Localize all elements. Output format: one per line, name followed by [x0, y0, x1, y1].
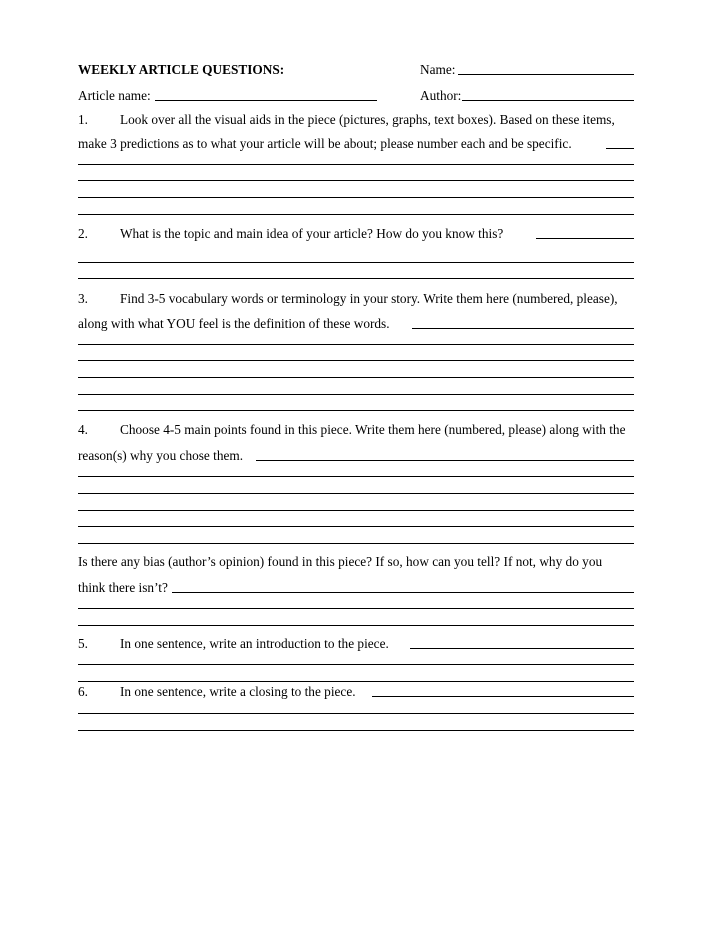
- answer-blank[interactable]: [606, 148, 634, 149]
- question-2-text-1: What is the topic and main idea of your article? How do you know this?: [120, 226, 504, 241]
- article-name-blank[interactable]: [155, 100, 377, 101]
- answer-line[interactable]: [78, 214, 634, 215]
- question-6-line-1: [78, 682, 356, 702]
- question-2-number: 2.: [78, 226, 88, 241]
- author-label: Author:: [420, 88, 462, 103]
- answer-line[interactable]: [78, 493, 634, 494]
- question-1-line-2: [78, 134, 572, 154]
- answer-line[interactable]: [78, 377, 634, 378]
- question-6-text-1: In one sentence, write a closing to the piece.: [120, 684, 356, 699]
- question-5-line-1: [78, 634, 389, 654]
- answer-line[interactable]: [78, 664, 634, 665]
- answer-line[interactable]: [78, 730, 634, 731]
- answer-blank[interactable]: [256, 460, 634, 461]
- question-6-number: 6.: [78, 684, 88, 699]
- name-blank[interactable]: [458, 74, 634, 75]
- question-1-line-1: [78, 110, 615, 130]
- question-3-text-1: Find 3-5 vocabulary words or terminology in your story. Write them here (numbered, please),: [120, 291, 618, 306]
- author-blank[interactable]: [462, 100, 634, 101]
- answer-line[interactable]: [78, 410, 634, 411]
- answer-line[interactable]: [78, 180, 634, 181]
- name-label: Name:: [420, 62, 456, 77]
- question-1-text-2: make 3 predictions as to what your article will be about; please number each and be specific.: [78, 136, 572, 151]
- answer-line[interactable]: [78, 476, 634, 477]
- answer-line[interactable]: [78, 543, 634, 544]
- answer-line[interactable]: [78, 625, 634, 626]
- answer-blank[interactable]: [372, 696, 634, 697]
- question-3-text-2: along with what YOU feel is the definition of these words.: [78, 316, 390, 331]
- bias-question-line-1: [78, 552, 602, 572]
- question-4-number: 4.: [78, 422, 88, 437]
- answer-line[interactable]: [78, 164, 634, 165]
- answer-line[interactable]: [78, 262, 634, 263]
- article-name-label: Article name:: [78, 88, 151, 103]
- answer-line[interactable]: [78, 526, 634, 527]
- answer-line[interactable]: [78, 510, 634, 511]
- answer-blank[interactable]: [172, 592, 634, 593]
- answer-line[interactable]: [78, 360, 634, 361]
- answer-line[interactable]: [78, 713, 634, 714]
- question-4-text-1: Choose 4-5 main points found in this piece. Write them here (numbered, please) along with the: [120, 422, 626, 437]
- question-4-line-2: [78, 446, 243, 466]
- answer-blank[interactable]: [410, 648, 634, 649]
- question-1-number: 1.: [78, 112, 88, 127]
- bias-question-text-2: think there isn’t?: [78, 580, 168, 595]
- bias-question-line-2: [78, 578, 168, 598]
- question-5-text-1: In one sentence, write an introduction to the piece.: [120, 636, 389, 651]
- answer-blank[interactable]: [536, 238, 634, 239]
- answer-line[interactable]: [78, 394, 634, 395]
- question-4-text-2: reason(s) why you chose them.: [78, 448, 244, 463]
- question-5-number: 5.: [78, 636, 88, 651]
- answer-line[interactable]: [78, 608, 634, 609]
- bias-question-text-1: Is there any bias (author’s opinion) found in this piece? If so, how can you tell? If not, why do you: [78, 554, 603, 569]
- answer-blank[interactable]: [412, 328, 634, 329]
- question-3-line-1: [78, 289, 618, 309]
- answer-line[interactable]: [78, 344, 634, 345]
- question-3-line-2: [78, 314, 390, 334]
- worksheet-title: WEEKLY ARTICLE QUESTIONS:: [78, 62, 285, 77]
- question-4-line-1: [78, 420, 625, 440]
- answer-line[interactable]: [78, 278, 634, 279]
- question-2-line-1: [78, 224, 503, 244]
- question-1-text-1: Look over all the visual aids in the piece (pictures, graphs, text boxes). Based on these items,: [120, 112, 615, 127]
- answer-line[interactable]: [78, 197, 634, 198]
- question-3-number: 3.: [78, 291, 88, 306]
